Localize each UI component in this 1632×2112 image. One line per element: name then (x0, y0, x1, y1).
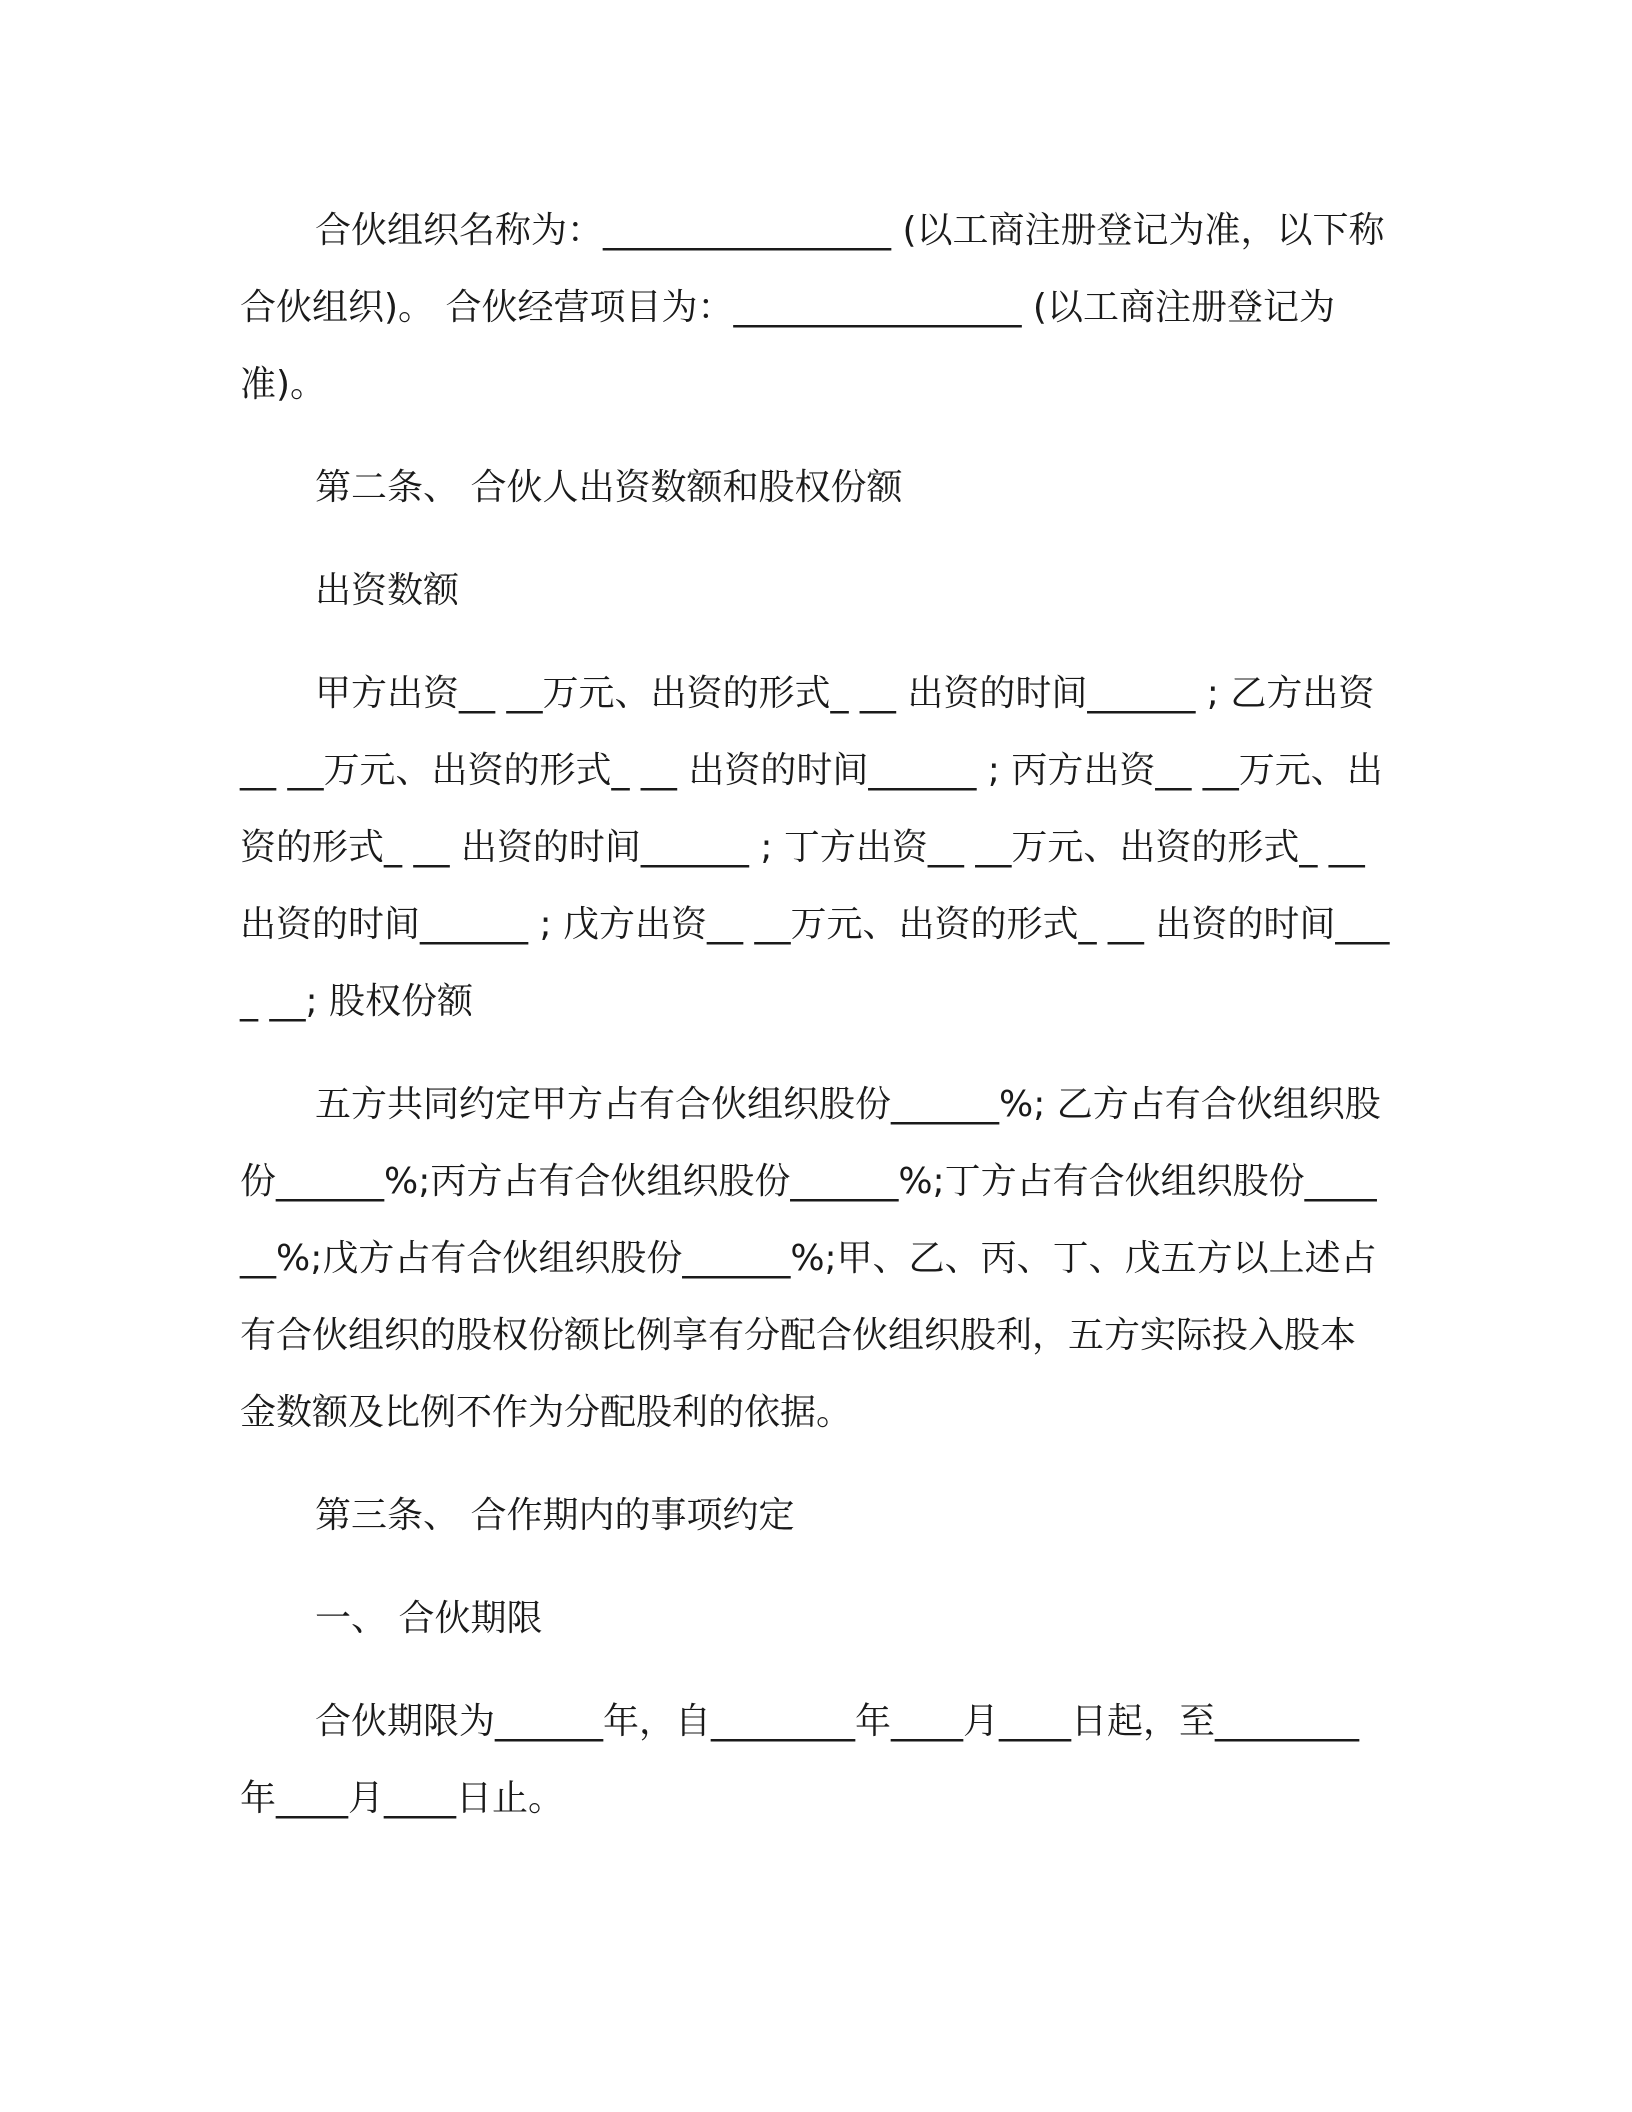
paragraph-partnership-name: 合伙组织名称为：________________ (以工商注册登记为准，以下称合伙组织)。 合伙经营项目为：________________ (以工商注册登记为准)。 (240, 210, 1385, 405)
heading-article-2: 第二条、 合伙人出资数额和股权份额 (315, 467, 903, 508)
heading-article-3: 第三条、 合作期内的事项约定 (315, 1495, 795, 1536)
paragraph-contributions: 甲方出资__ __万元、出资的形式_ __ 出资的时间______ ; 乙方出资__ __万元、出资的形式_ __ 出资的时间______ ; 丙方出资__ __万元、出资的形式_ __ 出资的时间______ ; 丁方出资__ __万元、出资的形式_ __ 出资的时间______ ; 戊方出资__ __万元、出资的形式_ __ 出资的时间____ __; 股权份额 (240, 673, 1390, 1022)
paragraph-equity-shares: 五方共同约定甲方占有合伙组织股份______%; 乙方占有合伙组织股份______%;丙方占有合伙组织股份______%;丁方占有合伙组织股份______%;戊方占有合伙组织股份______%;甲、乙、丙、丁、戊五方以上述占有合伙组织的股权份额比例享有分配合伙组织股利，五方实际投入股本金数额及比例不作为分配股利的依据。 (240, 1084, 1381, 1433)
subheading-contribution-amount: 出资数额 (315, 570, 460, 611)
paragraph-term-dates: 合伙期限为______年，自________年____月____日起，至________年____月____日止。 (240, 1701, 1360, 1819)
subheading-partnership-term: 一、 合伙期限 (315, 1598, 543, 1639)
document-body (240, 192, 1390, 1837)
